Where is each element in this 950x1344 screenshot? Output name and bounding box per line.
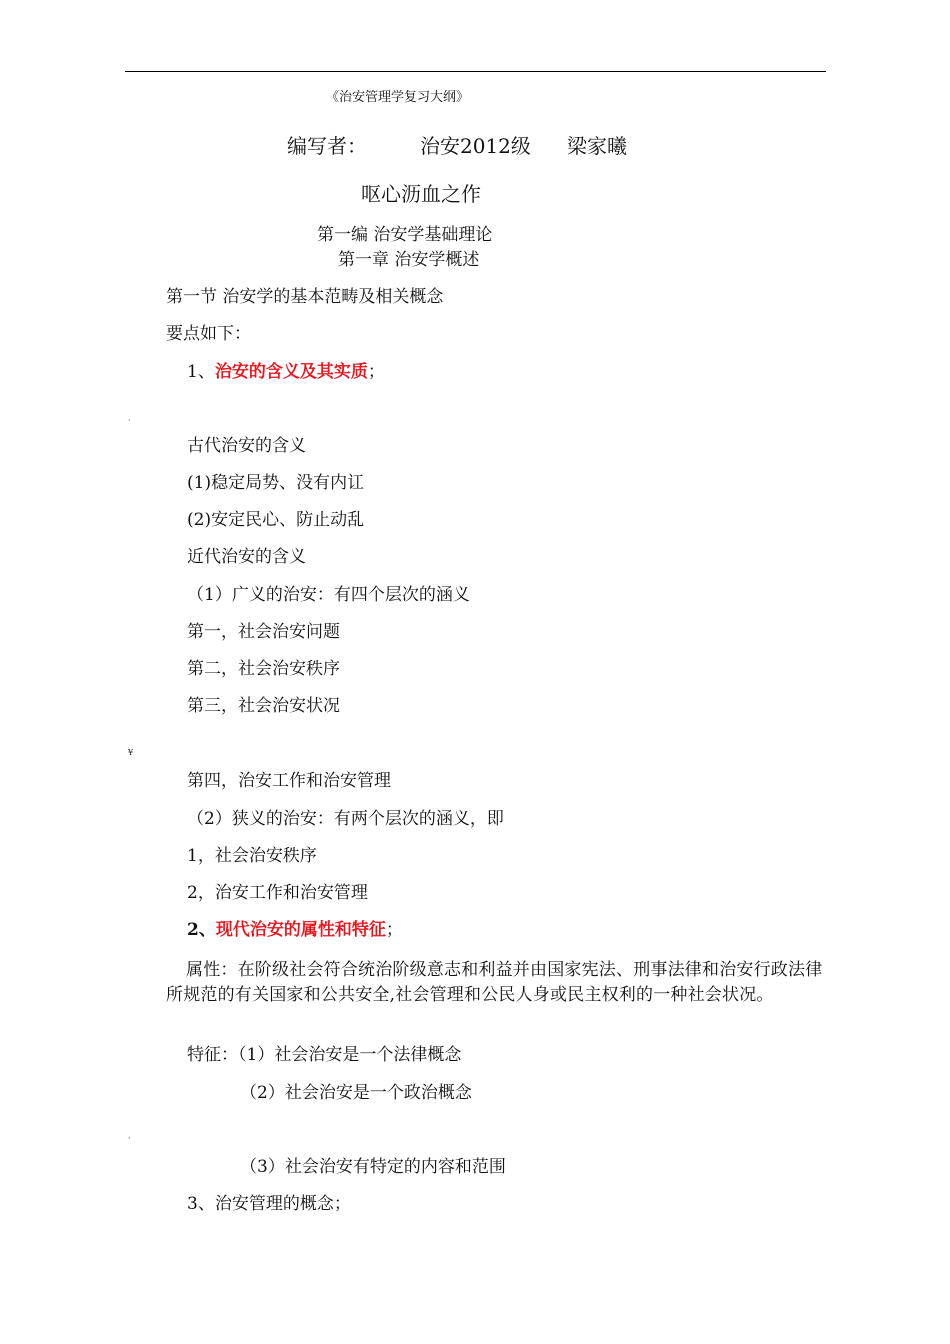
feature-1: 特征：（1）社会治安是一个法律概念 [187,1045,462,1065]
stray-mark-a: · [128,416,131,425]
item2-tail: ； [385,920,403,940]
modern-narrow: （2）狭义的治安：有两个层次的涵义，即 [187,809,504,829]
author-label: 编写者： [287,134,367,158]
stray-mark-c: · [128,1134,131,1143]
document-title: 《治安管理学复习大纲》 [326,90,470,105]
item1-heading [187,364,385,381]
narrow-layer-1: 1，社会治安秩序 [187,846,317,866]
modern-layer-1: 第一，社会治安问题 [187,622,340,642]
item1-title: 治安的含义及其实质 [214,362,368,382]
intro-text: 要点如下： [166,324,251,344]
author-class: 治安2012级 [420,134,531,158]
modern-layer-2: 第二，社会治安秩序 [187,659,340,679]
item1-tail: ； [367,362,385,382]
item1-number: 1、 [187,362,215,382]
section-heading: 第一节 治安学的基本范畴及相关概念 [166,287,444,307]
item3-heading: 3、治安管理的概念； [187,1194,351,1214]
narrow-layer-2: 2，治安工作和治安管理 [187,883,368,903]
attribute-paragraph: 属性：在阶级社会符合统治阶级意志和利益并由国家宪法、刑事法律和治安行政法律所规范的有关国家和公共安全,社会管理和公民人身或民主权利的一种社会状况。 [166,960,823,1005]
item2-number: 2、 [187,920,216,940]
ancient-heading: 古代治安的含义 [187,436,306,456]
modern-heading: 近代治安的含义 [187,547,306,567]
feature-3: （3）社会治安有特定的内容和范围 [240,1157,506,1177]
motto: 呕心沥血之作 [361,182,481,206]
author-name: 梁家曦 [567,134,627,158]
item2-heading [187,922,403,939]
modern-layer-3: 第三，社会治安状况 [187,696,340,716]
stray-mark-b: ¥ [128,748,134,757]
item2-title: 现代治安的属性和特征 [215,920,386,940]
feature-2: （2）社会治安是一个政治概念 [240,1083,472,1103]
ancient-point-1: (1)稳定局势、没有内讧 [187,473,365,493]
modern-broad: （1）广义的治安：有四个层次的涵义 [187,585,470,605]
ancient-point-2: (2)安定民心、防止动乱 [187,510,365,530]
modern-layer-4: 第四，治安工作和治安管理 [187,771,391,791]
part-heading: 第一编 治安学基础理论 [317,225,493,245]
header-rule [125,71,826,72]
chapter-heading: 第一章 治安学概述 [338,250,480,270]
